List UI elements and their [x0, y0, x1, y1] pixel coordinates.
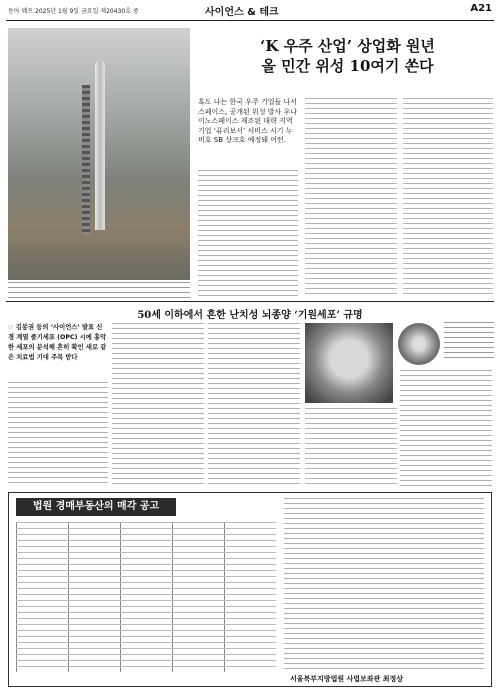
- header-dateline: 동아 웨프 2025년 1월 9일 금요일 제20430호 중: [8, 8, 139, 15]
- story2-body-col4: [305, 408, 397, 487]
- story2-lede: ☞ 김봉권 등의 ‘사이언스’ 발표 신경 계열 줄기세포 (OPC) 시에 흉악한 세포의 분석해 흔히 확인 새로 같은 치료법 기대 주목 받다: [8, 324, 107, 361]
- story1-body-col2: [305, 98, 397, 296]
- auction-notice-text: [284, 498, 484, 672]
- auction-notice-title: 법원 경매부동산의 매각 공고: [16, 498, 176, 516]
- section-title: 사이언스 & 테크: [205, 7, 279, 18]
- story2-body-col5: [400, 370, 492, 487]
- photo-caption: [8, 282, 190, 298]
- page-number: A21: [470, 3, 492, 14]
- header-rule: [6, 20, 494, 21]
- cell-microscopy-image: [398, 323, 440, 365]
- researcher-portrait: [305, 323, 393, 403]
- story-divider: [6, 301, 494, 302]
- story2-body-col3: [208, 323, 300, 487]
- story1-body-col1: [198, 170, 298, 296]
- story1-headline: [205, 36, 490, 76]
- story1-headline-line1: ‘K 우주 산업’ 상업화 원년: [260, 37, 435, 55]
- cell-image-caption: [444, 322, 494, 362]
- auction-listing-table: [16, 522, 276, 672]
- story2-headline: 50세 이하에서 흔한 난치성 뇌종양 ‘기원세포’ 규명: [137, 310, 363, 321]
- story1-lede: 혹도 나는 한국 우주 기업들 나서스페이스, 공개된 위성 발사 우나 이노스페이스 재조된 대략 지역 기업 ‘퓨리보서’ 서비스 시기 누비호 SB 상크호 예정돼 어떤.: [198, 98, 298, 144]
- launch-tower-shape: [82, 85, 90, 235]
- rocket-shape: [95, 60, 105, 230]
- story2-body-col2: [112, 323, 204, 487]
- story1-body-col3: [403, 98, 493, 296]
- auction-notice-footer: 서울북부지방법원 사법보좌관 최정상: [290, 675, 404, 683]
- story1-headline-line2: 올 민간 위성 10여기 쏜다: [261, 57, 434, 75]
- story2-body-col1: [8, 382, 108, 487]
